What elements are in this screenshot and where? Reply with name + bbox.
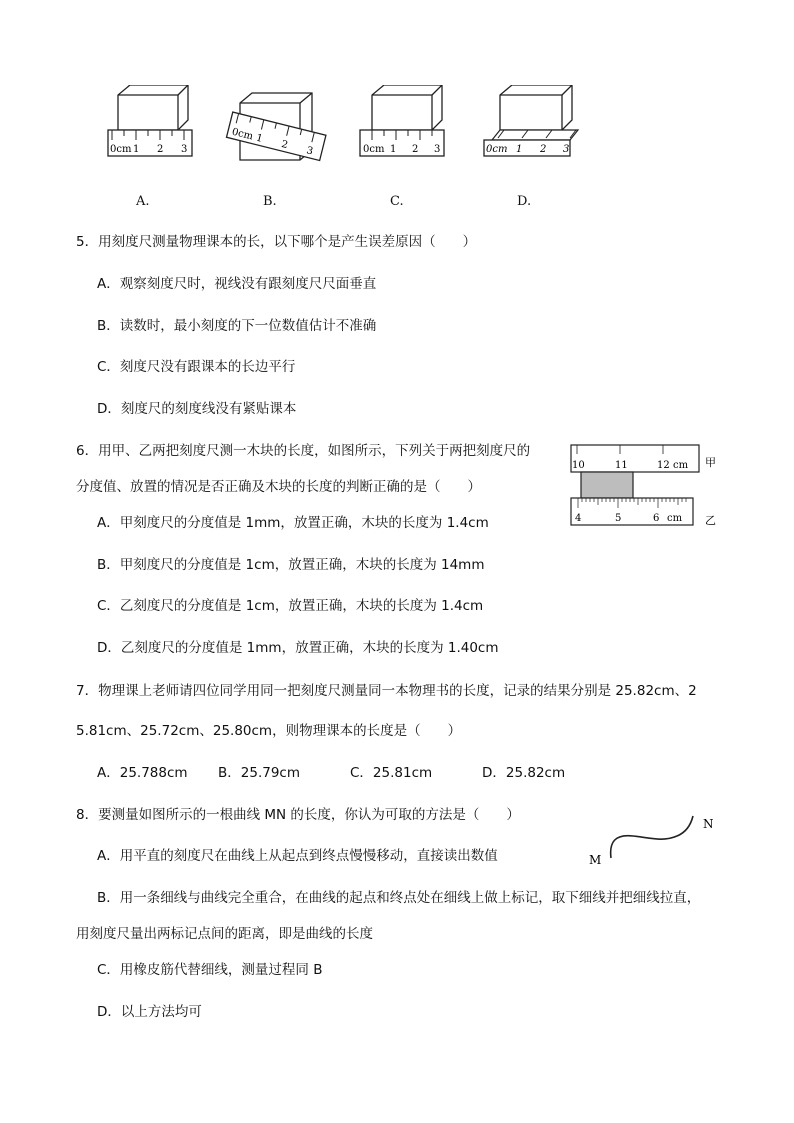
svg-text:3: 3: [181, 144, 188, 155]
q5-option-c[interactable]: C．刻度尺没有跟课本的长边平行: [97, 359, 296, 375]
curve-mn-figure: [585, 812, 725, 867]
svg-text:2: 2: [280, 138, 289, 152]
svg-text:cm: cm: [667, 513, 683, 524]
curve-end-label: N: [703, 817, 714, 831]
q7-stem-line1: 7．物理课上老师请四位同学用同一把刻度尺测量同一本物理书的长度，记录的结果分别是 25.82cm、2: [76, 683, 697, 699]
svg-text:2: 2: [412, 144, 419, 155]
svg-text:cm: cm: [673, 460, 689, 471]
svg-text:1: 1: [390, 144, 397, 155]
ruler-label: 0cm: [110, 144, 132, 155]
svg-text:0cm: 0cm: [486, 144, 508, 155]
q5-stem: 5．用刻度尺测量物理课本的长，以下哪个是产生误差原因（ ）: [76, 234, 477, 250]
svg-text:6: 6: [653, 513, 660, 524]
svg-text:5: 5: [615, 513, 622, 524]
q8-option-b-continued: 用刻度尺量出两标记点间的距离，即是曲线的长度: [76, 926, 373, 942]
svg-text:3: 3: [434, 144, 441, 155]
figure-option-d-label: D.: [517, 194, 532, 209]
figure-option-c-label: C.: [390, 194, 404, 209]
q6-option-c[interactable]: C．乙刻度尺的分度值是 1cm，放置正确，木块的长度为 1.4cm: [97, 598, 484, 614]
svg-text:4: 4: [575, 513, 582, 524]
svg-text:12: 12: [657, 460, 670, 471]
svg-text:1: 1: [133, 144, 140, 155]
figure-c: [360, 85, 444, 156]
q8-option-c[interactable]: C．用橡皮筋代替细线，测量过程同 B: [97, 962, 323, 978]
q7-option-d[interactable]: D．25.82cm: [482, 765, 566, 781]
figure-option-b-label: B.: [263, 194, 277, 209]
svg-text:2: 2: [540, 144, 547, 155]
q6-option-d[interactable]: D．乙刻度尺的分度值是 1mm，放置正确，木块的长度为 1.40cm: [97, 640, 499, 656]
q6-option-b[interactable]: B．甲刻度尺的分度值是 1cm，放置正确，木块的长度为 14mm: [97, 557, 485, 573]
svg-text:2: 2: [157, 144, 164, 155]
svg-text:0cm: 0cm: [363, 144, 385, 155]
q8-option-a[interactable]: A．用平直的刻度尺在曲线上从起点到终点慢慢移动，直接读出数值: [97, 848, 498, 864]
svg-text:1: 1: [254, 132, 264, 145]
svg-text:3: 3: [563, 144, 570, 155]
q6-option-a[interactable]: A．甲刻度尺的分度值是 1mm，放置正确，木块的长度为 1.4cm: [97, 515, 489, 531]
svg-text:1: 1: [516, 144, 523, 155]
svg-text:3: 3: [305, 145, 315, 158]
q6-stem-line1: 6．用甲、乙两把刻度尺测一木块的长度，如图所示，下列关于两把刻度尺的: [76, 443, 531, 459]
q5-option-a[interactable]: A．观察刻度尺时，视线没有跟刻度尺尺面垂直: [97, 276, 377, 292]
figure-d: [484, 85, 578, 156]
ruler-yi-label: 乙: [705, 514, 716, 527]
ruler-placement-figure: [100, 85, 600, 180]
q8-option-b[interactable]: B．用一条细线与曲线完全重合，在曲线的起点和终点处在细线上做上标记，取下细线并把细线拉直，: [97, 890, 701, 906]
q5-option-d[interactable]: D．刻度尺的刻度线没有紧贴课本: [97, 401, 297, 417]
svg-text:11: 11: [615, 460, 628, 471]
q7-option-b[interactable]: B．25.79cm: [218, 765, 300, 781]
two-rulers-figure: [565, 440, 725, 530]
q7-stem-line2: 5.81cm、25.72cm、25.80cm，则物理课本的长度是（ ）: [76, 723, 462, 739]
q8-option-d[interactable]: D．以上方法均可: [97, 1004, 202, 1020]
q8-stem: 8．要测量如图所示的一根曲线 MN 的长度，你认为可取的方法是（ ）: [76, 807, 520, 823]
figure-b: [226, 93, 325, 160]
figure-a: [108, 85, 192, 156]
q7-option-a[interactable]: A．25.788cm: [97, 765, 188, 781]
svg-text:10: 10: [572, 460, 585, 471]
svg-text:0cm: 0cm: [230, 126, 255, 143]
q7-option-c[interactable]: C．25.81cm: [350, 765, 433, 781]
q5-option-b[interactable]: B．读数时，最小刻度的下一位数值估计不准确: [97, 318, 377, 334]
curve-start-label: M: [589, 853, 602, 867]
q6-stem-line2: 分度值、放置的情况是否正确及木块的长度的判断正确的是（ ）: [76, 479, 481, 495]
figure-option-a-label: A.: [136, 194, 150, 209]
ruler-jia-label: 甲: [705, 456, 716, 469]
